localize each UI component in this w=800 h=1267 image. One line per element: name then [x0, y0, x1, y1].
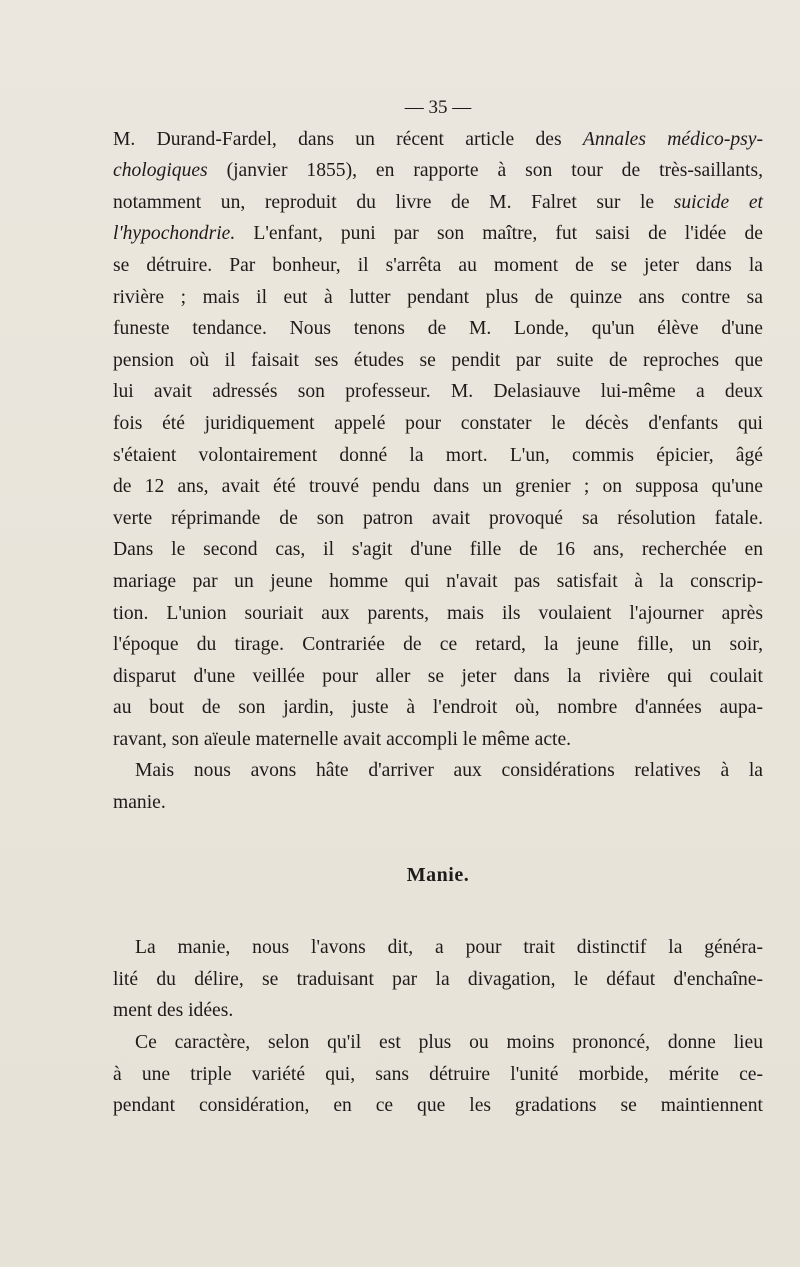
text-line: rivière ; mais il eut à lutter pendant plus de quinze ans contre sa	[113, 286, 763, 308]
text-line: se détruire. Par bonheur, il s'arrêta au moment de se jeter dans la	[113, 254, 763, 276]
text-line: lui avait adressés son professeur. M. Delasiauve lui-même a deux	[113, 381, 763, 403]
paragraph-3	[113, 932, 763, 1027]
paragraph-4	[113, 1027, 763, 1122]
text-line: funeste tendance. Nous tenons de M. Londe, qu'un élève d'une	[113, 318, 763, 340]
text-line: s'étaient volontairement donné la mort. L'un, commis épicier, âgé	[113, 444, 763, 466]
paragraph-2	[113, 755, 763, 818]
text-line: Ce caractère, selon qu'il est plus ou moins prononcé, donne lieu	[135, 1032, 763, 1054]
text-line: pendant considération, en ce que les gradations se maintiennent	[113, 1095, 763, 1117]
section-heading: Manie.	[406, 863, 470, 886]
italic-book-title: suicide et	[673, 191, 763, 213]
text-line: ravant, son aïeule maternelle avait accompli le même acte.	[113, 728, 572, 750]
page-number: — 35 —	[404, 97, 472, 118]
text-line: au bout de son jardin, juste à l'endroit où, nombre d'années aupa-	[113, 697, 763, 719]
text-line: de 12 ans, avait été trouvé pendu dans un grenier ; on supposa qu'une	[113, 476, 763, 498]
text-line: Dans le second cas, il s'agit d'une fille de 16 ans, recherchée en	[113, 539, 763, 561]
text-line: disparut d'une veillée pour aller se jeter dans la rivière qui coulait	[113, 665, 763, 687]
text-line: La manie, nous l'avons dit, a pour trait distinctif la généra-	[135, 937, 763, 959]
text-line: manie.	[113, 792, 166, 814]
text-line: l'époque du tirage. Contrariée de ce retard, la jeune fille, un soir,	[113, 634, 763, 656]
text-line: chologiques (janvier 1855), en rapporte à son tour de très-saillants,	[113, 160, 763, 182]
text-line: pension où il faisait ses études se pendit par suite de reproches que	[113, 349, 763, 371]
text-line: mariage par un jeune homme qui n'avait pas satisfait à la conscrip-	[113, 570, 763, 592]
text-line: l'hypochondrie. L'enfant, puni par son maître, fut saisi de l'idée de	[113, 223, 763, 245]
text-line: lité du délire, se traduisant par la divagation, le défaut d'enchaîne-	[113, 968, 763, 990]
text-line: Mais nous avons hâte d'arriver aux considérations relatives à la	[135, 760, 763, 782]
paragraph-1	[113, 124, 763, 756]
italic-journal-title-cont: chologiques	[113, 160, 208, 182]
page-text-block	[113, 92, 763, 1122]
text-line: fois été juridiquement appelé pour constater le décès d'enfants qui	[113, 412, 763, 434]
text-line: tion. L'union souriait aux parents, mais ils voulaient l'ajourner après	[113, 602, 763, 624]
text-line: M. Durand-Fardel, dans un récent article des Annales médico-psy-	[113, 128, 763, 150]
italic-book-title-cont: l'hypochondrie.	[113, 223, 236, 245]
text-line: à une triple variété qui, sans détruire l'unité morbide, mérite ce-	[113, 1063, 763, 1085]
text-line: ment des idées.	[113, 1000, 234, 1022]
text-line: notamment un, reproduit du livre de M. Falret sur le suicide et	[113, 191, 763, 213]
italic-journal-title: Annales médico-psy-	[582, 128, 763, 150]
text-line: verte réprimande de son patron avait provoqué sa résolution fatale.	[113, 507, 763, 529]
